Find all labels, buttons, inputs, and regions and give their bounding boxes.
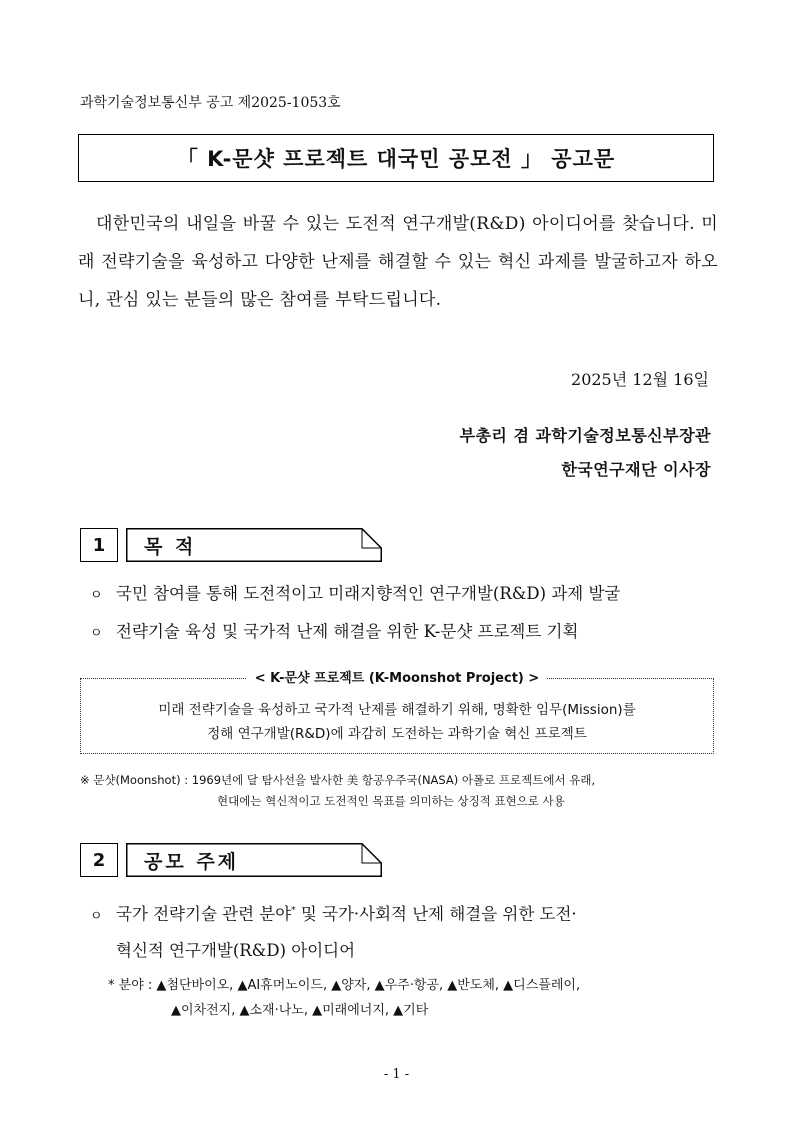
field-list-line-2: ▲이차전지, ▲소재·나노, ▲미래에너지, ▲기타: [171, 1003, 429, 1018]
section-title: 공모 주제: [144, 851, 240, 873]
section-title-tab: [126, 528, 382, 562]
bullet-text-line2: 혁신적 연구개발(R&D) 아이디어: [116, 940, 356, 960]
note-line-1: ※ 문샷(Moonshot) : 1969년에 달 탐사선을 발사한 美 항공우주국(NASA) 아폴로 프로젝트에서 유래,: [80, 773, 596, 787]
bullet-mark: ㅇ: [90, 626, 103, 641]
bullet-text-part1: 국가 전략기술 관련 분야: [116, 904, 292, 924]
moonshot-note: [80, 770, 720, 812]
list-item: [90, 577, 720, 613]
footnote-marker: *: [291, 906, 296, 916]
list-item: [90, 615, 720, 651]
signer-nrf-president: 한국연구재단 이사장: [561, 460, 711, 479]
field-list-line-1: * 분야 : ▲첨단바이오, ▲AI휴머노이드, ▲양자, ▲우주·항공, ▲반도체, ▲디스플레이,: [108, 978, 581, 993]
bullet-text: 전략기술 육성 및 국가적 난제 해결을 위한 K-문샷 프로젝트 기획: [116, 622, 579, 641]
page-number: - 1 -: [383, 1067, 410, 1082]
intro-paragraph: 대한민국의 내일을 바꿀 수 있는 도전적 연구개발(R&D) 아이디어를 찾습니다. 미래 전략기술을 육성하고 다양한 난제를 해결할 수 있는 혁신 과제를 발굴하고자 하오니, 관심 있는 분들의 많은 참여를 부탁드립니다.: [78, 214, 718, 310]
document-title: 「 K-문샷 프로젝트 대국민 공모전 」 공고문: [176, 147, 616, 171]
list-item: [90, 894, 720, 968]
definition-line-1: 미래 전략기술을 육성하고 국가적 난제를 해결하기 위해, 명확한 임무(Mission)를: [158, 702, 636, 718]
bullet-text-part2: 및 국가·사회적 난제 해결을 위한 도전·: [295, 904, 577, 924]
section-title-tab: [126, 843, 382, 877]
signer-minister: 부총리 겸 과학기술정보통신부장관: [459, 426, 711, 445]
definition-label: < K-문샷 프로젝트 (K-Moonshot Project) >: [247, 671, 548, 686]
definition-line-2: 정해 연구개발(R&D)에 과감히 도전하는 과학기술 혁신 프로젝트: [207, 726, 587, 742]
definition-text: [91, 698, 703, 746]
document-title-box: [78, 134, 714, 182]
definition-box: [80, 671, 714, 754]
bullet-mark: ㅇ: [90, 588, 103, 603]
bullet-text: 국민 참여를 통해 도전적이고 미래지향적인 연구개발(R&D) 과제 발굴: [116, 584, 621, 603]
section-number: 1: [80, 528, 118, 562]
definition-label-wrap: [81, 667, 713, 686]
bullet-mark: ㅇ: [90, 908, 103, 924]
announcement-date: 2025년 12월 16일: [571, 370, 709, 389]
section-number: 2: [80, 843, 118, 877]
notice-number: 과학기술정보통신부 공고 제2025-1053호: [80, 95, 341, 111]
note-line-2: 현대에는 혁신적이고 도전적인 목표를 의미하는 상징적 표현으로 사용: [217, 794, 565, 808]
field-list-note: [108, 973, 728, 1023]
section-title: 목 적: [144, 536, 197, 558]
